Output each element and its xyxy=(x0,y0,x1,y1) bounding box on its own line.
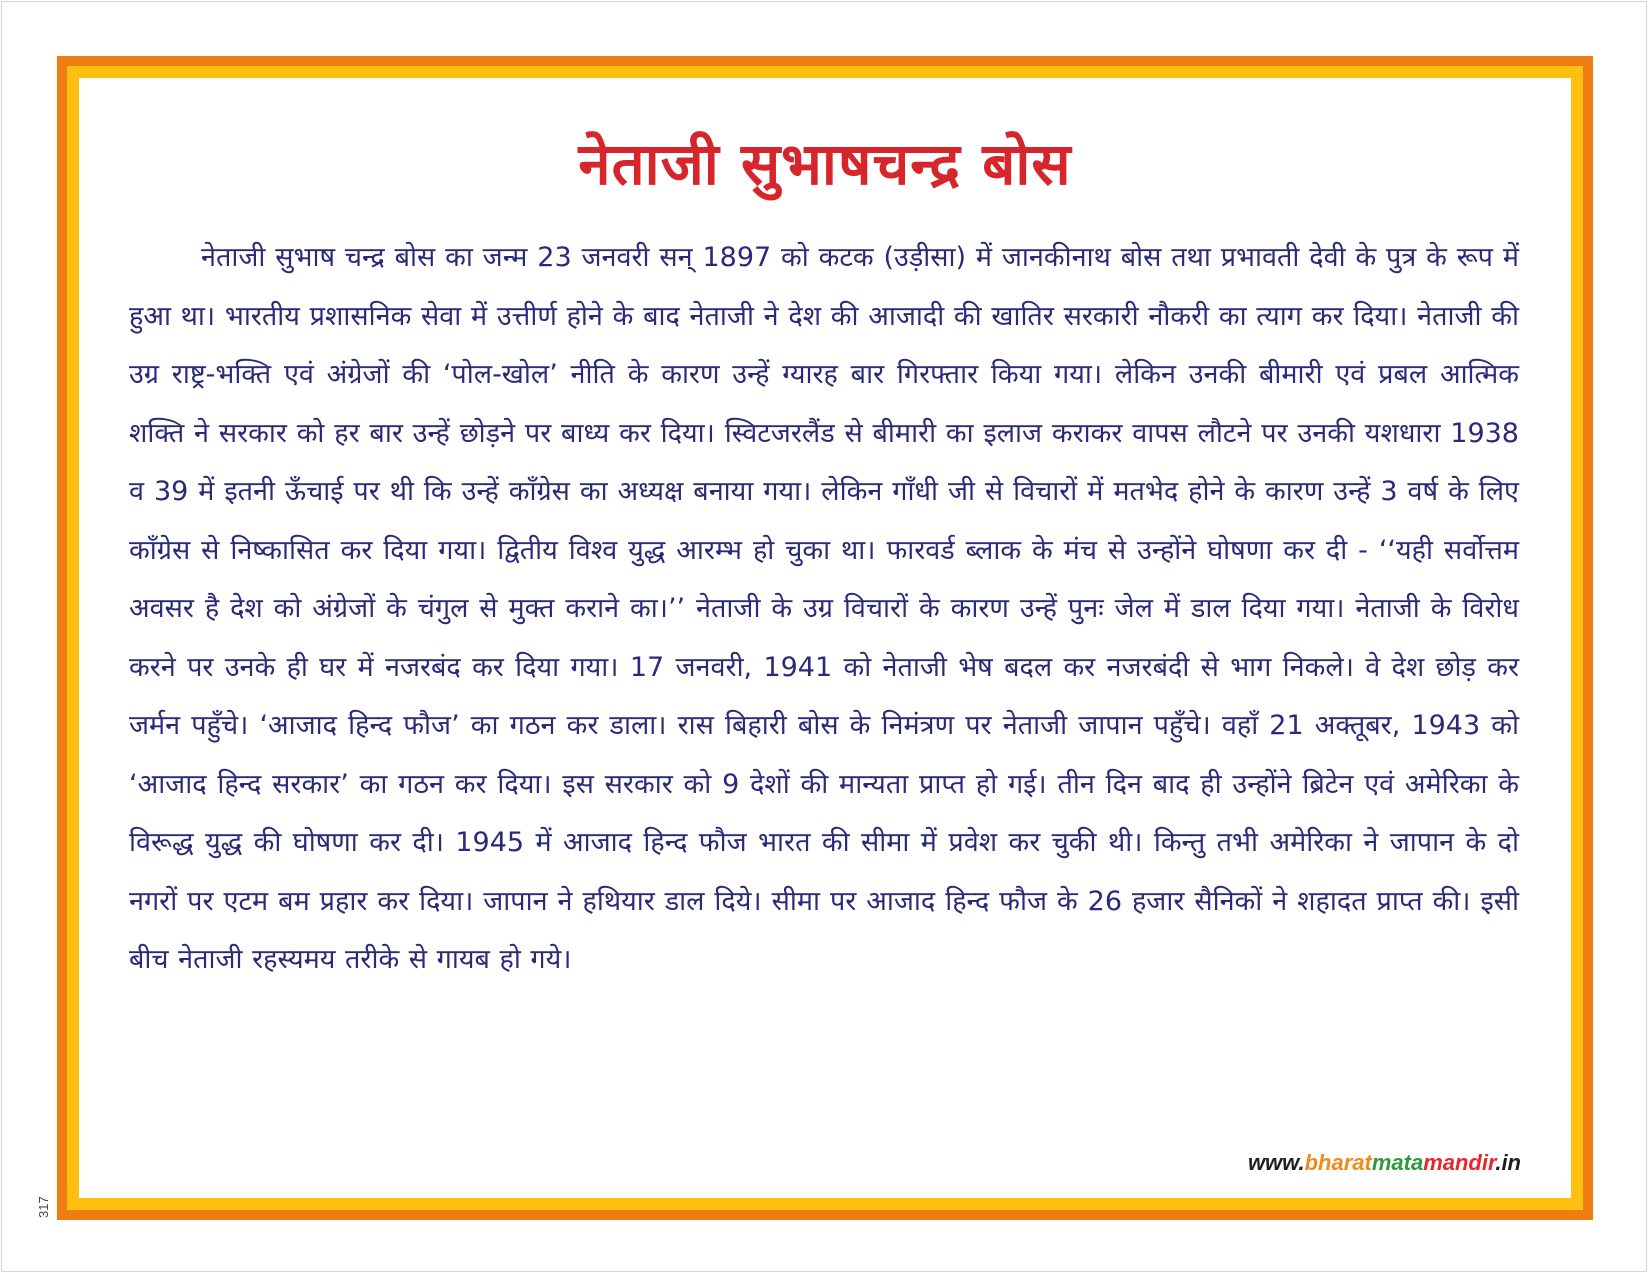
biography-paragraph: नेताजी सुभाष चन्द्र बोस का जन्म 23 जनवरी सन् 1897 को कटक (उड़ीसा) में जानकीनाथ बोस तथा प्रभावती देवी के पुत्र के रूप में हुआ था। भारतीय प्रशासनिक सेवा में उत्तीर्ण होने के बाद नेताजी ने देश की आजादी की खातिर सरकारी नौकरी का त्याग कर दिया। नेताजी की उग्र राष्ट्र-भक्ति एवं अंग्रेजों की ‘पोल-खोल’ नीति के कारण उन्हें ग्यारह बार गिरफ्तार किया गया। लेकिन उनकी बीमारी एवं प्रबल आत्मिक शक्ति ने सरकार को हर बार उन्हें छोड़ने पर बाध्य कर दिया। स्विटजरलैंड से बीमारी का इलाज कराकर वापस लौटने पर उनकी यशधारा 1938 व 39 में इतनी ऊँचाई पर थी कि उन्हें काँग्रेस का अध्यक्ष बनाया गया। लेकिन गाँधी जी से विचारों में मतभेद होने के कारण उन्हें 3 वर्ष के लिए काँग्रेस से निष्कासित कर दिया गया। द्वितीय विश्व युद्ध आरम्भ हो चुका था। फारवर्ड ब्लाक के मंच से उन्होंने घोषणा कर दी - ‘‘यही सर्वोत्तम अवसर है देश को अंग्रेजों के चंगुल से मुक्त कराने का।’’ नेताजी के उग्र विचारों के कारण उन्हें पुनः जेल में डाल दिया गया। नेताजी के विरोध करने पर उनके ही घर में नजरबंद कर दिया गया। 17 जनवरी, 1941 को नेताजी भेष बदल कर नजरबंदी से भाग निकले। वे देश छोड़ कर जर्मन पहुँचे। ‘आजाद हिन्द फौज’ का गठन कर डाला। रास बिहारी बोस के निमंत्रण पर नेताजी जापान पहुँचे। वहाँ 21 अक्तूबर, 1943 को ‘आजाद हिन्द सरकार’ का गठन कर दिया। इस सरकार को 9 देशों की मान्यता प्राप्त हो गई। तीन दिन बाद ही उन्होंने ब्रिटेन एवं अमेरिका के विरूद्ध युद्ध की घोषणा कर दी। 1945 में आजाद हिन्द फौज भारत की सीमा में प्रवेश कर चुकी थी। किन्तु तभी अमेरिका ने जापान के दो नगरों पर एटम बम प्रहार कर दिया। जापान ने हथियार डाल दिये। सीमा पर आजाद हिन्द फौज के 26 हजार सैनिकों ने शहादत प्राप्त की। इसी बीच नेताजी रहस्यमय तरीके से गायब हो गये। xyxy=(129,242,1519,975)
website-part-mata: mata xyxy=(1371,1150,1424,1175)
website-part-bharat: bharat xyxy=(1304,1150,1372,1175)
content-panel xyxy=(79,78,1571,1198)
website-part-mandir: mandir xyxy=(1423,1150,1496,1175)
yellow-border-frame xyxy=(67,66,1583,1210)
website-suffix: .in xyxy=(1495,1150,1521,1175)
page-number: 317 xyxy=(36,1196,51,1218)
website-prefix: www. xyxy=(1247,1150,1305,1175)
website-url xyxy=(1248,1150,1521,1176)
orange-border-frame xyxy=(57,56,1593,1220)
page-title: नेताजी सुभाषचन्द्र बोस xyxy=(578,130,1072,198)
